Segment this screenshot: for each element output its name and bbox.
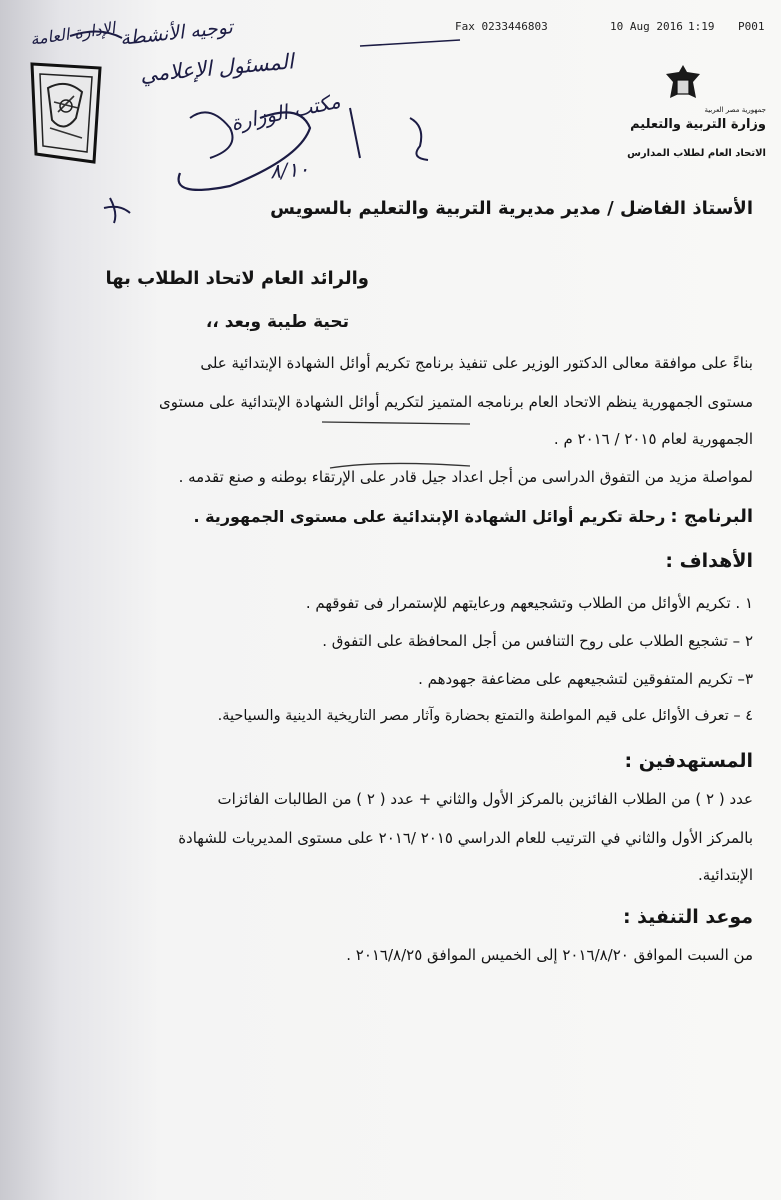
schedule-heading: موعد التنفيذ : (622, 906, 753, 928)
addressee-line-2: والرائد العام لاتحاد الطلاب بها (105, 268, 369, 289)
targets-line-3: الإبتدائية. (698, 866, 753, 884)
intro-line-3: الجمهورية لعام ٢٠١٥ / ٢٠١٦ م . (553, 430, 753, 448)
letterhead-country: جمهورية مصر العربية (704, 106, 766, 114)
handwritten-note-5: ٨/١٠ (269, 156, 310, 184)
greeting: تحية طيبة وبعد ،، (205, 312, 349, 332)
letterhead (600, 62, 770, 167)
fax-number: Fax 0233446803 (455, 20, 548, 33)
handwritten-note-4: مكتب الوزارة (228, 88, 343, 136)
addressee-line-1: الأستاذ الفاضل / مدير مديرية التربية والتعليم بالسويس (270, 198, 753, 219)
fax-date: 10 Aug 2016 (610, 20, 683, 33)
targets-line-2: بالمركز الأول والثاني في الترتيب للعام الدراسي ٢٠١٥ /٢٠١٦ على مستوى المديريات للشهادة (178, 829, 753, 847)
schedule-text: من السبت الموافق ٢٠١٦/٨/٢٠ إلى الخميس الموافق ٢٠١٦/٨/٢٥ . (346, 946, 753, 964)
objective-item-2: ٢ – تشجيع الطلاب على روح التنافس من أجل المحافظة على التفوق . (322, 632, 753, 650)
program-label: البرنامج : (670, 506, 753, 527)
handwritten-area (29, 8, 470, 228)
fax-page: P001 (738, 20, 765, 33)
letterhead-ministry: وزارة التربية والتعليم (630, 117, 766, 132)
targets-heading: المستهدفين : (624, 750, 753, 772)
objective-item-3: ٣– تكريم المتفوقين لتشجيعهم على مضاعفة جهودهم . (418, 670, 753, 688)
eagle-emblem-icon (660, 62, 706, 108)
targets-line-1: عدد ( ٢ ) من الطلاب الفائزين بالمركز الأول والثاني + عدد ( ٢ ) من الطالبات الفائزات (217, 790, 753, 808)
intro-line-4: لمواصلة مزيد من التفوق الدراسى من أجل اعداد جيل قادر على الإرتقاء بوطنه و صنع تقدمه . (178, 468, 753, 486)
intro-line-2: مستوى الجمهورية ينظم الاتحاد العام برنامجه المتميز لتكريم أوائل الشهادة الإبتدائية على مستوى (158, 393, 753, 411)
letterhead-union: الاتحاد العام لطلاب المدارس (627, 148, 766, 159)
underline-marks-icon (320, 408, 480, 478)
handwritten-note-1: الإدارة العامة (29, 18, 117, 49)
objective-item-4: ٤ – تعرف الأوائل على قيم المواطنة والتمتع بحضارة وآثار مصر التاريخية الدينية والسياحية. (217, 708, 753, 724)
fax-time: 1:19 (688, 20, 715, 33)
program-row (193, 506, 753, 527)
program-text: رحلة تكريم أوائل الشهادة الإبتدائية على مستوى الجمهورية . (193, 507, 666, 526)
handwritten-note-2: توجيه الأنشطة (119, 16, 234, 50)
handwritten-note-3: المسئول الإعلامي (139, 49, 295, 87)
fax-header (455, 20, 775, 38)
objectives-heading: الأهداف : (665, 550, 753, 572)
objective-item-1: ١ . تكريم الأوائل من الطلاب وتشجيعهم ورعايتهم للإستمرار فى تفوقهم . (305, 594, 753, 612)
intro-line-1: بناءً على موافقة معالى الدكتور الوزير على تنفيذ برنامج تكريم أوائل الشهادة الإبتدائية على (200, 354, 753, 372)
